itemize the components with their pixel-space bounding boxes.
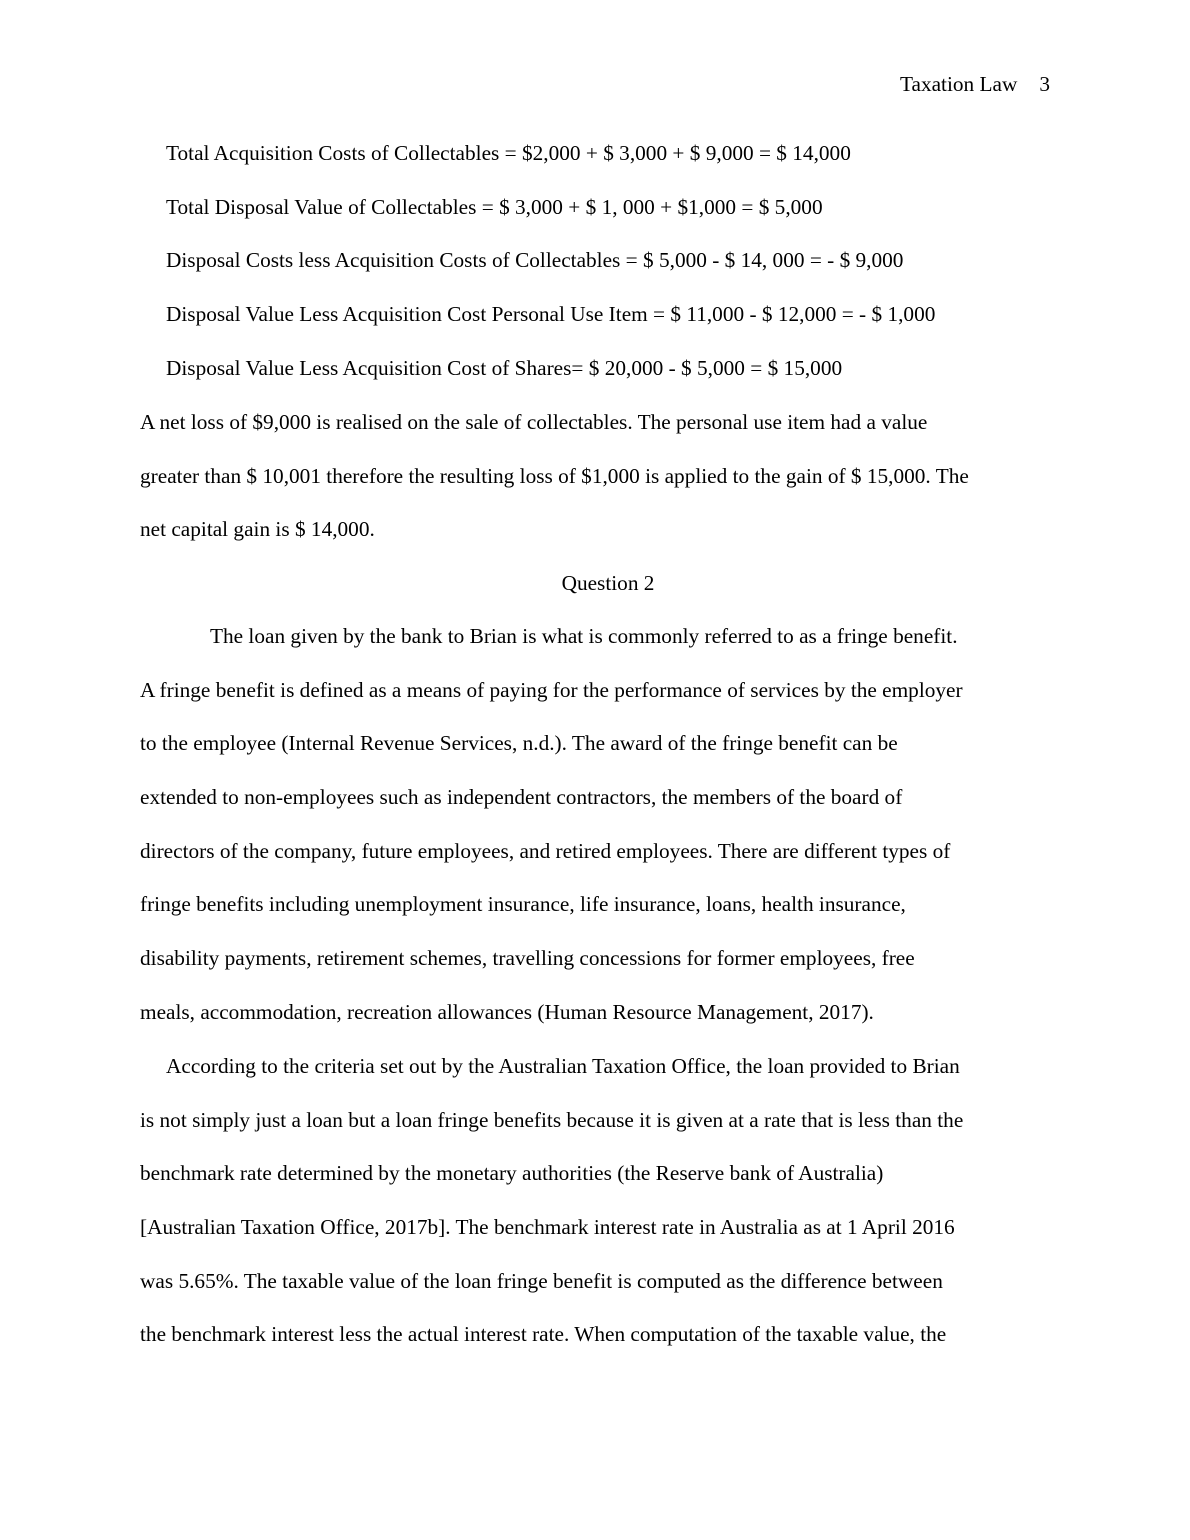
calculation-line: Disposal Costs less Acquisition Costs of Collectables = $ 5,000 - $ 14, 000 = - $ 9,000 (166, 248, 904, 273)
paragraph-line: extended to non-employees such as independent contractors, the members of the board of (140, 785, 903, 810)
section-heading: Question 2 (561, 571, 655, 596)
page-number: 3 (1039, 72, 1050, 96)
calculation-line: Disposal Value Less Acquisition Cost Personal Use Item = $ 11,000 - $ 12,000 = - $ 1,000 (166, 302, 936, 327)
paragraph-line: A fringe benefit is defined as a means of paying for the performance of services by the employer (140, 677, 963, 702)
summary-paragraph (140, 408, 1050, 623)
paragraph-line: directors of the company, future employees, and retired employees. There are different types of (140, 838, 951, 863)
paragraph-line: net capital gain is $ 14,000. (140, 517, 375, 542)
paragraph-ato-criteria (140, 1052, 1050, 1374)
paragraph-line: [Australian Taxation Office, 2017b]. The benchmark interest rate in Australia as at 1 April 2016 (140, 1215, 955, 1240)
paragraph-line: A net loss of $9,000 is realised on the sale of collectables. The personal use item had a value (140, 410, 928, 434)
paragraph-line: to the employee (Internal Revenue Services, n.d.). The award of the fringe benefit can be (140, 731, 898, 756)
paragraph-line: meals, accommodation, recreation allowances (Human Resource Management, 2017). (140, 999, 874, 1024)
paragraph-line: greater than $ 10,001 therefore the resulting loss of $1,000 is applied to the gain of $ 15,000. The (140, 463, 969, 488)
paragraph-line: is not simply just a loan but a loan fringe benefits because it is given at a rate that is less than the (140, 1107, 964, 1132)
calculation-line: Total Acquisition Costs of Collectables = $2,000 + $ 3,000 + $ 9,000 = $ 14,000 (166, 141, 851, 165)
paragraph-fringe-benefit (140, 622, 1050, 1052)
paragraph-line: The loan given by the bank to Brian is what is commonly referred to as a fringe benefit. (210, 624, 958, 648)
paragraph-line: benchmark rate determined by the monetary authorities (the Reserve bank of Australia) (140, 1161, 884, 1186)
paragraph-line: was 5.65%. The taxable value of the loan fringe benefit is computed as the difference between (140, 1268, 943, 1293)
paragraph-line: disability payments, retirement schemes, travelling concessions for former employees, free (140, 946, 915, 971)
paragraph-line: According to the criteria set out by the Australian Taxation Office, the loan provided to Brian (166, 1054, 960, 1078)
paragraph-line: fringe benefits including unemployment insurance, life insurance, loans, health insurance, (140, 892, 906, 917)
calculation-line: Disposal Value Less Acquisition Cost of Shares= $ 20,000 - $ 5,000 = $ 15,000 (166, 355, 843, 380)
calculation-list (166, 139, 1066, 407)
page-header (900, 70, 1050, 98)
paragraph-line: the benchmark interest less the actual interest rate. When computation of the taxable value, the (140, 1322, 947, 1347)
running-head: Taxation Law (899, 72, 1018, 96)
calculation-line: Total Disposal Value of Collectables = $ 3,000 + $ 1, 000 + $1,000 = $ 5,000 (166, 194, 823, 219)
